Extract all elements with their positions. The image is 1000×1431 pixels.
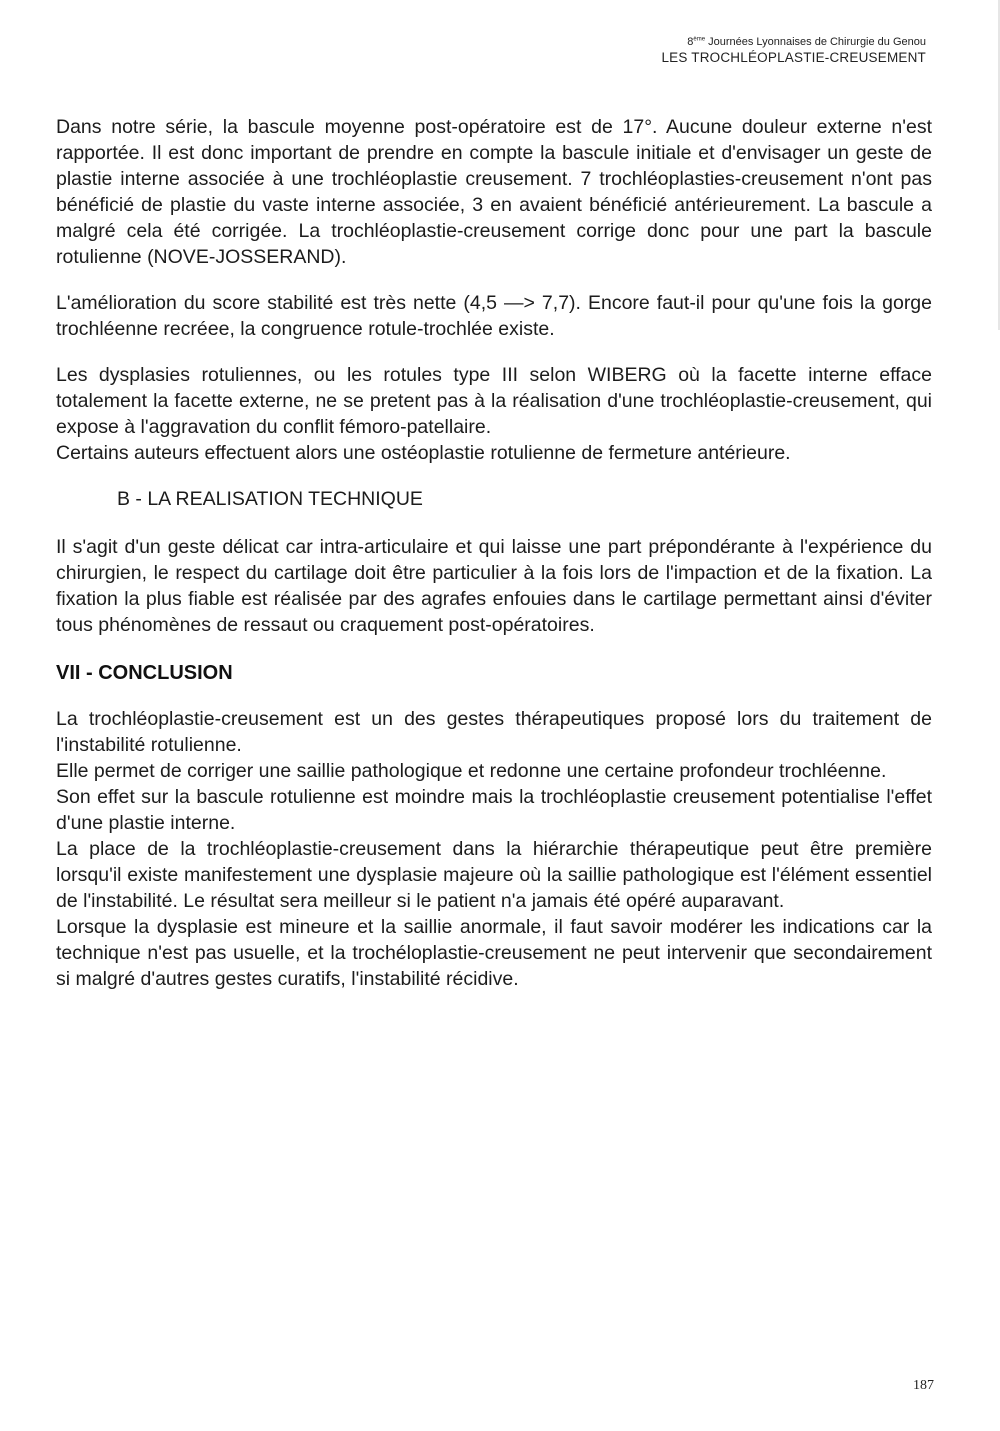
body-text bbox=[56, 114, 932, 1012]
conclusion-line: Elle permet de corriger une saillie pathologique et redonne une certaine profondeur trochléenne. bbox=[56, 760, 887, 782]
subsection-heading: B - LA REALISATION TECHNIQUE bbox=[117, 488, 423, 510]
paragraph-bascule: Dans notre série, la bascule moyenne post-opératoire est de 17°. Aucune douleur externe n'est rapportée. Il est donc important de prendre en compte la bascule initiale et d'envisager un geste de plastie interne associée à une trochléoplastie creusement. 7 trochléoplasties-creusement n'ont pas bénéficié de plastie du vaste interne associée, 3 en avaient bénéficié antérieurement. La bascule a malgré cela été corrigée. La trochléoplastie-creusement corrige donc pour une part la bascule rotulienne (NOVE-JOSSERAND). bbox=[56, 116, 932, 268]
conclusion-heading: VII - CONCLUSION bbox=[56, 662, 233, 684]
running-header bbox=[661, 36, 926, 67]
conclusion-line: Lorsque la dysplasie est mineure et la saillie anormale, il faut savoir modérer les indications car la technique n'est pas usuelle, et la trochéloplastie-creusement ne peut intervenir que secondairement si malgré d'autres gestes curatifs, l'instabilité récidive. bbox=[56, 916, 932, 990]
conference-title bbox=[661, 36, 926, 50]
paragraph-realisation-technique: Il s'agit d'un geste délicat car intra-articulaire et qui laisse une part prépondérante à l'expérience du chirurgien, le respect du cartilage doit être particulier à la fois lors de l'impaction et de la fixation. La fixation la plus fiable est réalisée par des agrafes enfouies dans le cartilage permettant ainsi d'éviter tous phénomènes de ressaut ou craquement post-opératoires. bbox=[56, 536, 932, 636]
conclusion-line: Son effet sur la bascule rotulienne est moindre mais la trochléoplastie creusement potentialise l'effet d'une plastie interne. bbox=[56, 786, 932, 834]
conclusion-paragraph bbox=[56, 706, 932, 992]
paragraph-score-stabilite: L'amélioration du score stabilité est très nette (4,5 —> 7,7). Encore faut-il pour qu'une fois la gorge trochléenne recréee, la congruence rotule-trochlée existe. bbox=[56, 292, 932, 340]
edition-title: Journées Lyonnaises de Chirurgie du Genou bbox=[708, 36, 926, 48]
chapter-subject: LES TROCHLÉOPLASTIE-CREUSEMENT bbox=[661, 49, 926, 65]
page-number: 187 bbox=[913, 1378, 934, 1393]
edition-number: 8 bbox=[687, 36, 694, 48]
conclusion-line: La trochléoplastie-creusement est un des gestes thérapeutiques proposé lors du traitement de l'instabilité rotulienne. bbox=[56, 708, 932, 756]
edition-suffix: ème bbox=[693, 36, 706, 43]
paragraph-osteoplastie: Certains auteurs effectuent alors une ostéoplastie rotulienne de fermeture antérieure. bbox=[56, 442, 791, 464]
conclusion-line: La place de la trochléoplastie-creusement dans la hiérarchie thérapeutique peut être première lorsqu'il existe manifestement une dysplasie majeure où la saillie pathologique est l'élément essentiel de l'instabilité. Le résultat sera meilleur si le patient n'a jamais été opéré auparavant. bbox=[56, 838, 932, 912]
paragraph-dysplasies: Les dysplasies rotuliennes, ou les rotules type III selon WIBERG où la facette interne efface totalement la facette externe, ne se pretent pas à la réalisation d'une trochléoplastie-creusement, qui expose à l'aggravation du conflit fémoro-patellaire. bbox=[56, 364, 932, 438]
